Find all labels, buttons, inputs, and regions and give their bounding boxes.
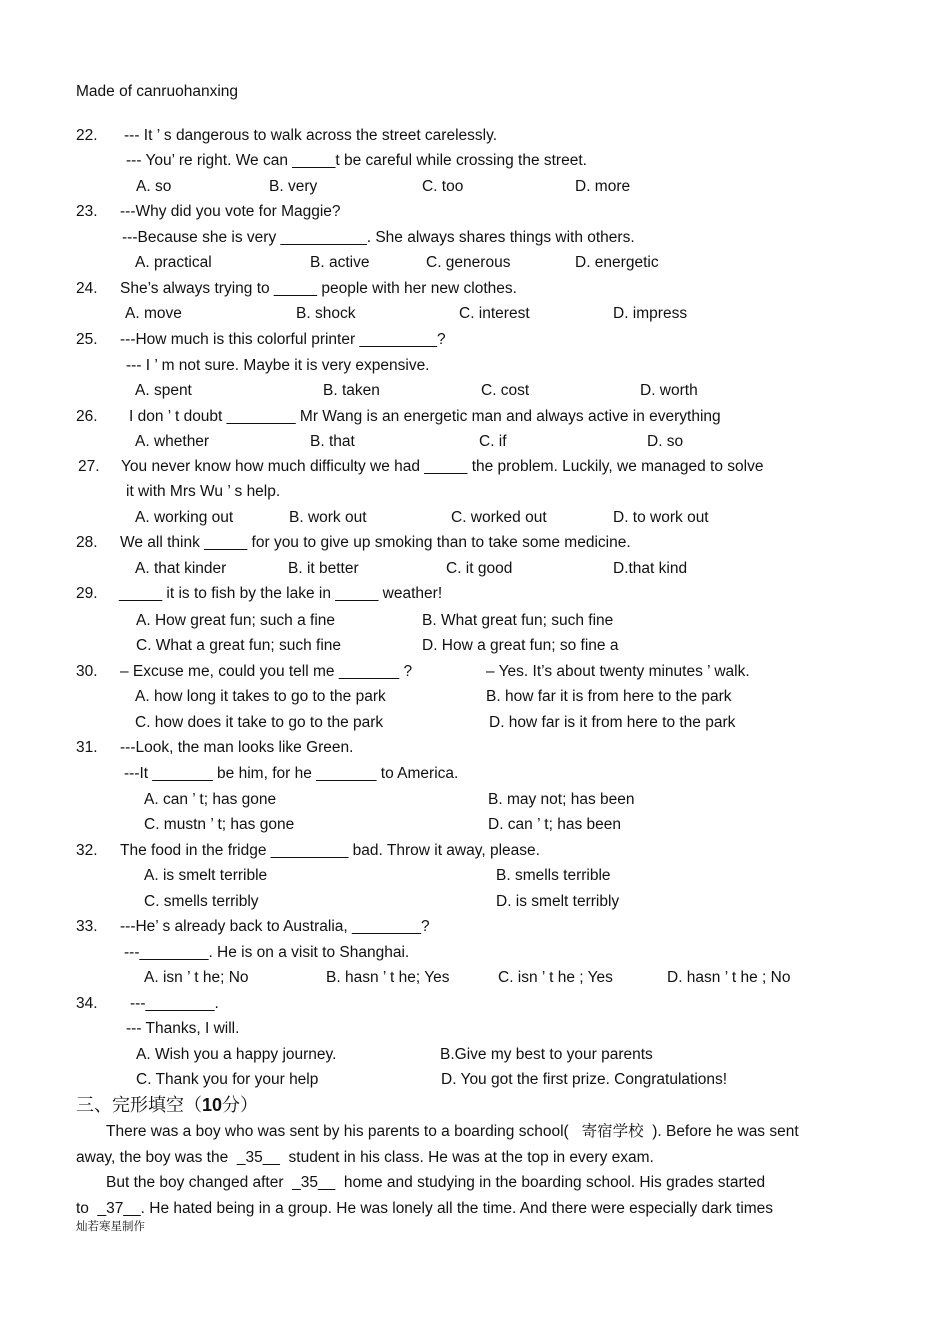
question-text: I don ’ t doubt ________ Mr Wang is an energetic man and always active in everything (129, 408, 721, 425)
question-text: --- Thanks, I will. (126, 1020, 240, 1037)
option-a: A. is smelt terrible (144, 867, 268, 884)
question-text: – Yes. It’s about twenty minutes ’ walk. (486, 663, 750, 680)
option-d: D. to work out (613, 509, 709, 526)
option-b: B. may not; has been (488, 791, 635, 808)
question-number: 24. (76, 280, 98, 297)
option-d: D. so (647, 433, 684, 450)
option-b: B. taken (323, 382, 380, 399)
option-a: A. whether (135, 433, 210, 450)
question-text: --- I ’ m not sure. Maybe it is very expensive. (126, 357, 430, 374)
option-c: C. too (422, 178, 464, 195)
question-number: 33. (76, 918, 98, 935)
question-text: ---How much is this colorful printer _________? (120, 331, 446, 348)
option-c: C. worked out (451, 509, 547, 526)
question-text: ---He’ s already back to Australia, ________? (120, 918, 430, 935)
option-d: D. impress (613, 305, 688, 322)
option-b: B. hasn ’ t he; Yes (326, 969, 450, 986)
option-b: B. shock (296, 305, 356, 322)
option-d: D. more (575, 178, 631, 195)
option-a: A. isn ’ t he; No (144, 969, 249, 986)
question-text: ---Look, the man looks like Green. (120, 739, 354, 756)
question-text: ---________. (130, 995, 219, 1012)
option-d: D. hasn ’ t he ; No (667, 969, 791, 986)
option-b: B. it better (288, 560, 359, 577)
question-text: ---Why did you vote for Maggie? (120, 203, 341, 220)
option-a: A. move (125, 305, 182, 322)
option-a: A. can ’ t; has gone (144, 791, 277, 808)
option-a: A. working out (135, 509, 234, 526)
question-text: – Excuse me, could you tell me _______ ? (120, 663, 413, 680)
option-d: D. worth (640, 382, 698, 399)
passage-line: But the boy changed after _35__ home and studying in the boarding school. His grades started (106, 1174, 766, 1191)
option-c: C. how does it take to go to the park (135, 714, 384, 731)
option-d: D. energetic (575, 254, 659, 271)
option-c: C. if (479, 433, 507, 450)
section-title-prefix: 三、完形填空（ (76, 1095, 202, 1115)
question-text: We all think _____ for you to give up smoking than to take some medicine. (120, 534, 631, 551)
option-b: B. very (269, 178, 318, 195)
passage-line: There was a boy who was sent by his parents to a boarding school( 寄宿学校 ). Before he was sent (106, 1123, 799, 1140)
footer-text: 灿若寒星制作 (76, 1221, 145, 1233)
option-c: C. isn ’ t he ; Yes (498, 969, 613, 986)
option-a: A. How great fun; such a fine (136, 612, 336, 629)
question-text: You never know how much difficulty we had _____ the problem. Luckily, we managed to solve (121, 458, 764, 475)
question-text: --- You’ re right. We can _____t be careful while crossing the street. (126, 152, 587, 169)
question-number: 25. (76, 331, 98, 348)
question-number: 29. (76, 585, 98, 602)
section-title (76, 1094, 258, 1116)
question-text: ---It _______ be him, for he _______ to America. (124, 765, 459, 782)
option-d: D. can ’ t; has been (488, 816, 621, 833)
section-score: 10 (202, 1095, 223, 1115)
option-a: A. spent (135, 382, 192, 399)
question-number: 31. (76, 739, 98, 756)
option-a: A. how long it takes to go to the park (135, 688, 386, 705)
header-text: Made of canruohanxing (76, 83, 239, 100)
option-c: C. it good (446, 560, 513, 577)
option-b: B. work out (289, 509, 367, 526)
question-text: _____ it is to fish by the lake in _____ weather! (119, 585, 443, 602)
option-c: C. generous (426, 254, 511, 271)
question-text: --- It ’ s dangerous to walk across the street carelessly. (124, 127, 497, 144)
option-d: D. how far is it from here to the park (489, 714, 736, 731)
passage-line: to _37__. He hated being in a group. He was lonely all the time. And there were especially dark times (76, 1200, 774, 1217)
question-number: 28. (76, 534, 98, 551)
question-number: 22. (76, 127, 98, 144)
option-c: C. smells terribly (144, 893, 259, 910)
option-c: C. interest (459, 305, 530, 322)
option-c: C. cost (481, 382, 530, 399)
option-b: B. how far it is from here to the park (486, 688, 732, 705)
question-text: it with Mrs Wu ’ s help. (126, 483, 281, 500)
option-a: A. that kinder (135, 560, 227, 577)
question-text: ---Because she is very __________. She always shares things with others. (122, 229, 635, 246)
option-d: D.that kind (613, 560, 688, 577)
question-number: 34. (76, 995, 98, 1012)
section-title-suffix: 分） (222, 1095, 259, 1115)
option-b: B. that (310, 433, 355, 450)
option-b: B. active (310, 254, 370, 271)
option-a: A. so (136, 178, 172, 195)
option-d: D. How a great fun; so fine a (422, 637, 619, 654)
option-c: C. mustn ’ t; has gone (144, 816, 295, 833)
question-number: 30. (76, 663, 98, 680)
question-number: 27. (78, 458, 100, 475)
option-c: C. Thank you for your help (136, 1071, 319, 1088)
option-d: D. is smelt terribly (496, 893, 620, 910)
option-a: A. Wish you a happy journey. (136, 1046, 337, 1063)
question-number: 26. (76, 408, 98, 425)
question-number: 32. (76, 842, 98, 859)
question-text: ---________. He is on a visit to Shanghai. (124, 944, 410, 961)
option-c: C. What a great fun; such fine (136, 637, 342, 654)
option-b: B. smells terrible (496, 867, 611, 884)
option-b: B. What great fun; such fine (422, 612, 614, 629)
question-text: The food in the fridge _________ bad. Throw it away, please. (120, 842, 540, 859)
question-number: 23. (76, 203, 98, 220)
option-a: A. practical (135, 254, 212, 271)
passage-line: away, the boy was the _35__ student in his class. He was at the top in every exam. (76, 1149, 654, 1166)
question-text: She’s always trying to _____ people with her new clothes. (120, 280, 517, 297)
option-d: D. You got the first prize. Congratulations! (441, 1071, 728, 1088)
option-b: B.Give my best to your parents (440, 1046, 653, 1063)
